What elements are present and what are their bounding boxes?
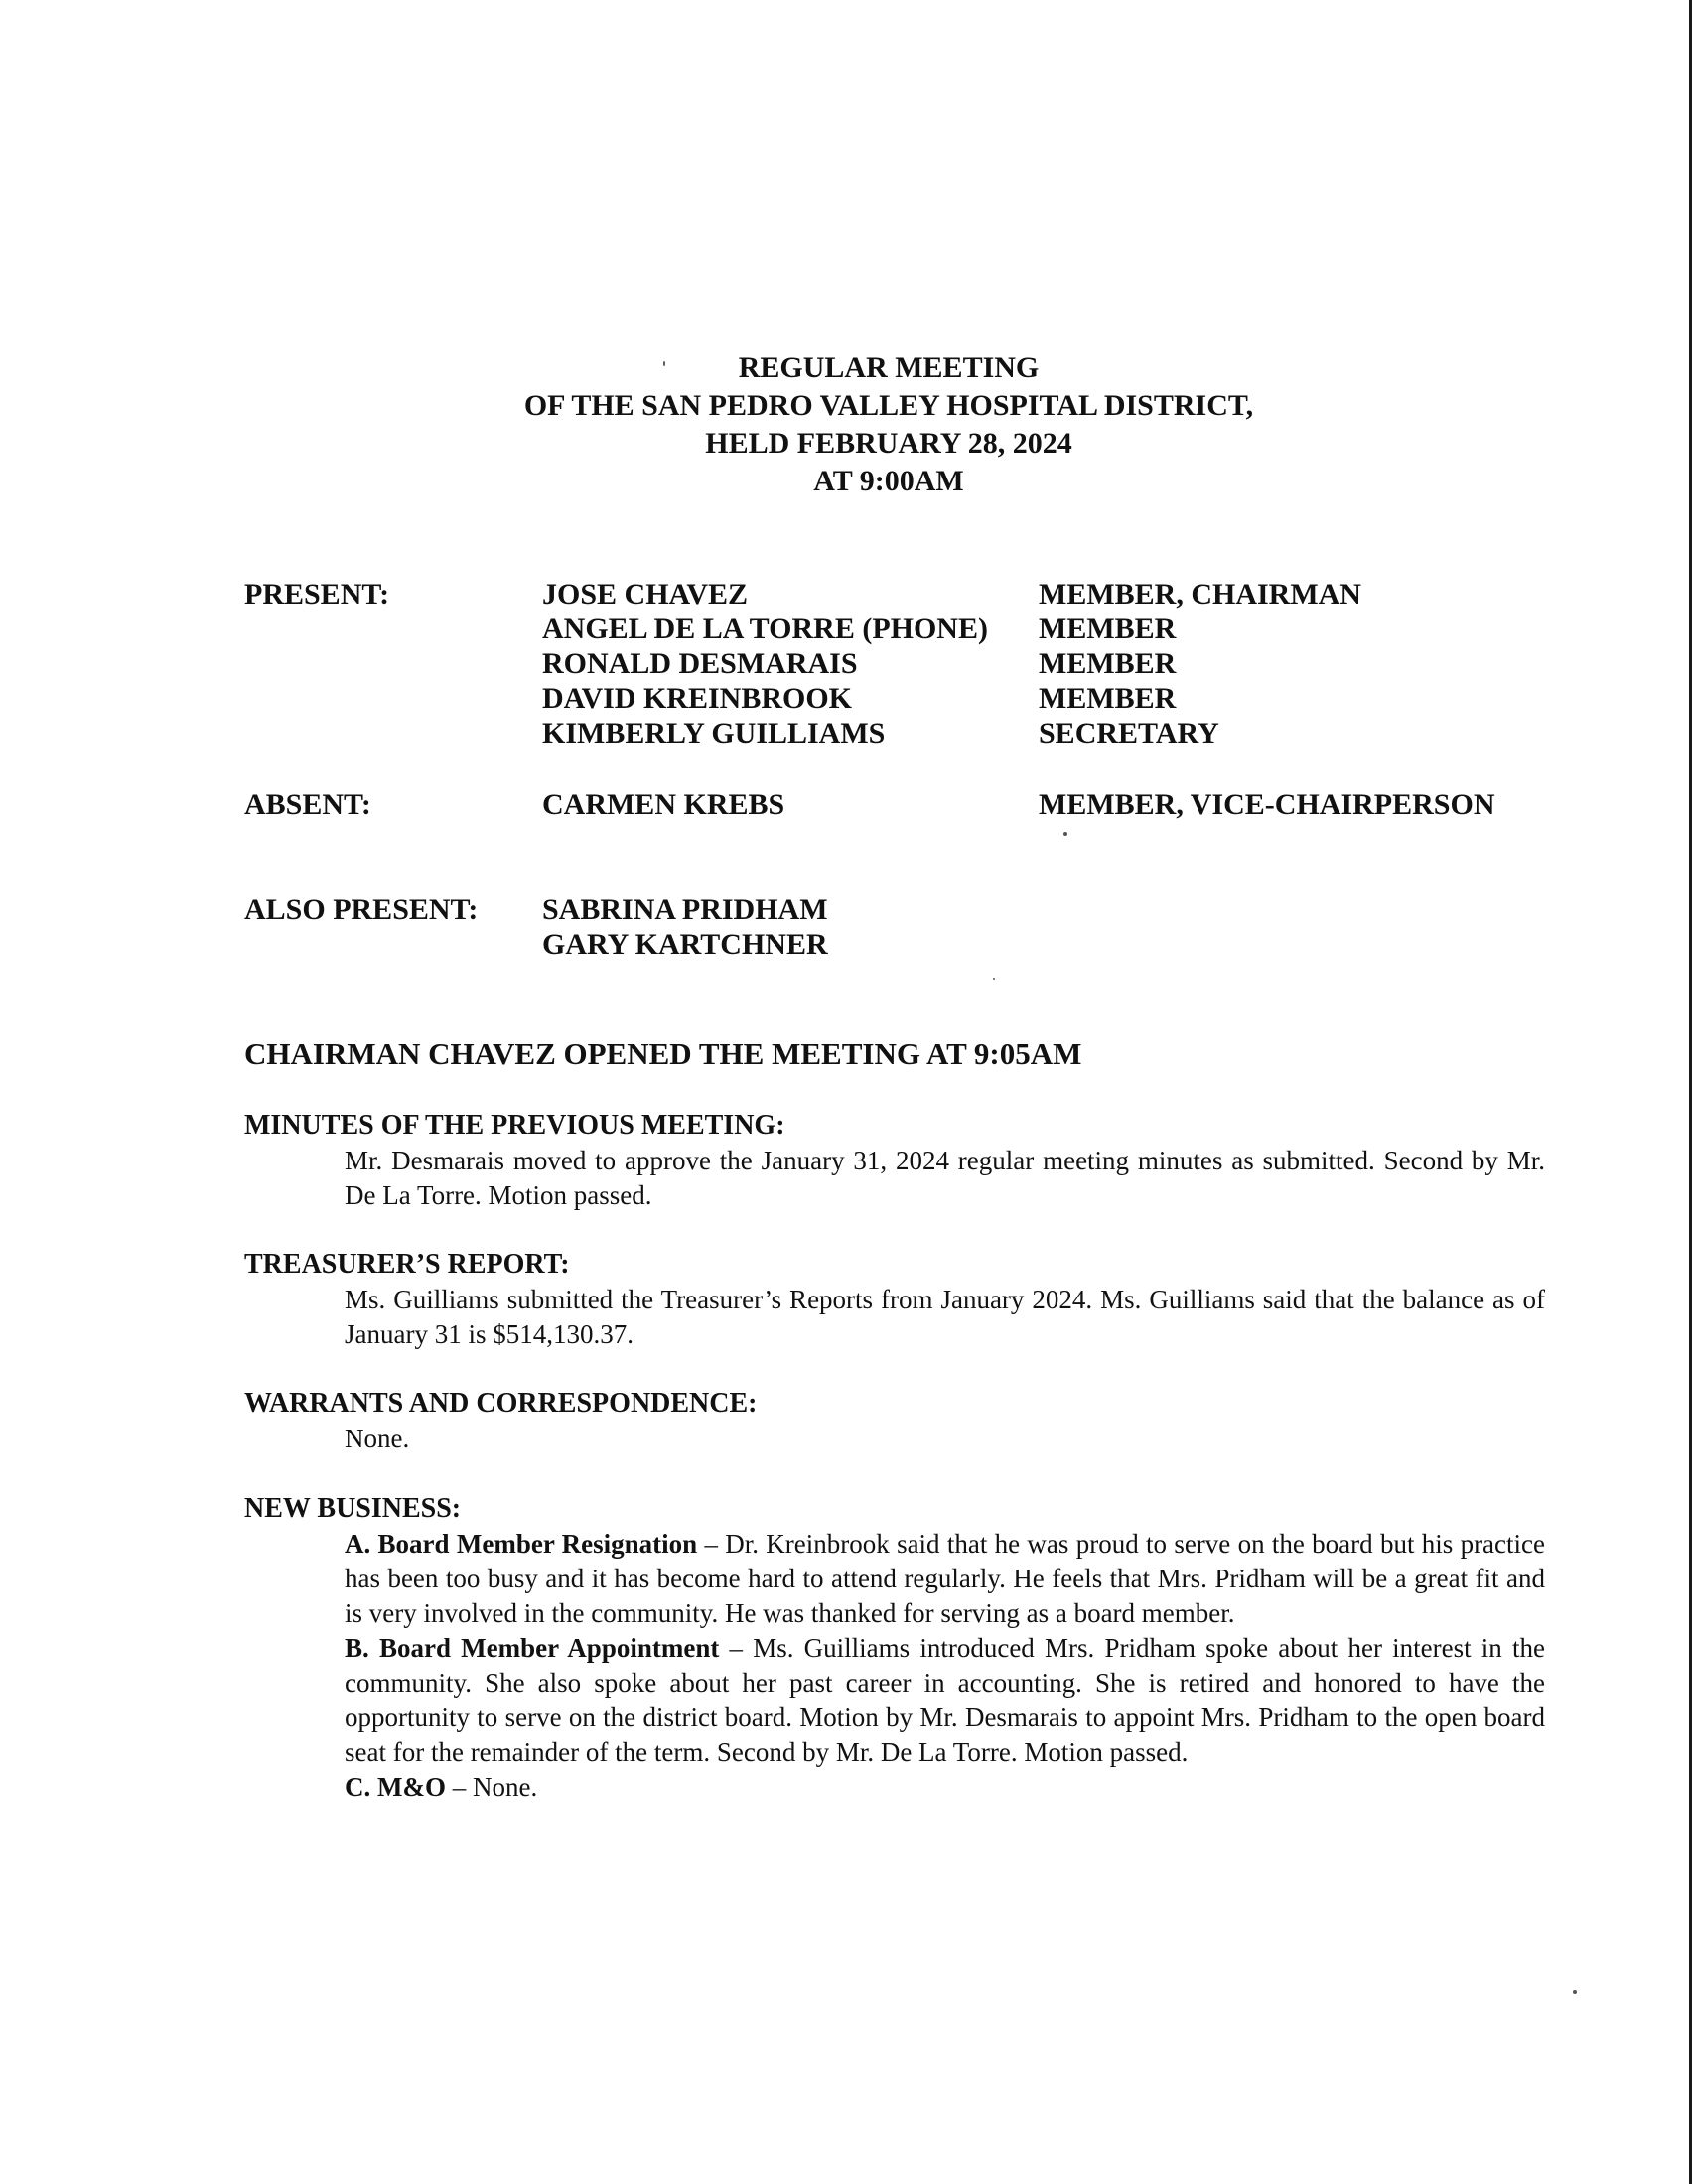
title-line-4: AT 9:00AM <box>813 465 964 497</box>
present-label: PRESENT: <box>244 578 390 611</box>
item-title: C. M&O <box>345 1772 446 1802</box>
present-role: MEMBER <box>1039 647 1177 680</box>
present-name: ANGEL DE LA TORRE (PHONE) <box>542 613 988 645</box>
absent-label: ABSENT: <box>244 788 371 821</box>
title-line-3: HELD FEBRUARY 28, 2024 <box>705 427 1072 460</box>
present-names <box>542 577 988 751</box>
warrants-body: None. <box>345 1424 410 1453</box>
treasurer-heading: TREASURER’S REPORT: <box>244 1249 570 1280</box>
warrants-heading: WARRANTS AND CORRESPONDENCE: <box>244 1388 758 1419</box>
new-business-section <box>244 1491 1545 1805</box>
item-text: – Ms. Guilliams introduced Mrs. Pridham spoke about her interest in the community. She also spoke about her past career in accounting. She is retired and honored to have the opportunity to serve on the district board. Motion by Mr. Desmarais to appoint Mrs. Pridham to the open board seat for the remainder of the term. Second by Mr. De La Torre. Motion passed. <box>345 1633 1545 1767</box>
also-present-label: ALSO PRESENT: <box>244 893 479 926</box>
present-name: DAVID KREINBROOK <box>542 682 852 715</box>
scan-speck <box>1573 1990 1577 1994</box>
new-business-item <box>345 1631 1545 1770</box>
treasurer-body: Ms. Guilliams submitted the Treasurer’s Reports from January 2024. Ms. Guilliams said that the balance as of January 31 is $514,130.37. <box>345 1285 1545 1349</box>
also-present-names <box>542 892 828 962</box>
new-business-item <box>345 1527 1545 1631</box>
treasurer-section <box>244 1247 1545 1352</box>
warrants-section <box>244 1386 1545 1456</box>
new-business-body <box>345 1527 1545 1805</box>
item-text: – Dr. Kreinbrook said that he was proud to serve on the board but his practice has been too busy and it has become hard to attend regularly. He feels that Mrs. Pridham will be a great fit and is very involved in the community. He was thanked for serving as a board member. <box>345 1529 1545 1628</box>
minutes-body: Mr. Desmarais moved to approve the January 31, 2024 regular meeting minutes as submitted. Second by Mr. De La Torre. Motion passed. <box>345 1146 1545 1210</box>
present-name: KIMBERLY GUILLIAMS <box>542 717 886 750</box>
minutes-section <box>244 1108 1545 1213</box>
new-business-item <box>345 1770 1545 1805</box>
present-name: JOSE CHAVEZ <box>542 578 749 611</box>
title-line-1: REGULAR MEETING <box>738 351 1040 384</box>
item-text: – None. <box>445 1772 538 1802</box>
new-business-heading: NEW BUSINESS: <box>244 1493 462 1524</box>
document-title <box>0 349 1692 500</box>
absent-name: CARMEN KREBS <box>542 788 785 821</box>
present-role: MEMBER <box>1039 613 1177 645</box>
item-title: A. Board Member Resignation <box>345 1529 698 1559</box>
absent-names <box>542 787 784 822</box>
absent-roles <box>1039 787 1494 822</box>
scan-speck <box>1063 832 1067 836</box>
present-name: RONALD DESMARAIS <box>542 647 858 680</box>
minutes-heading: MINUTES OF THE PREVIOUS MEETING: <box>244 1110 785 1141</box>
item-title: B. Board Member Appointment <box>345 1633 720 1663</box>
scan-speck <box>993 978 995 980</box>
present-role: MEMBER <box>1039 682 1177 715</box>
title-line-2: OF THE SAN PEDRO VALLEY HOSPITAL DISTRICT, <box>523 389 1254 422</box>
present-roles <box>1039 577 1361 751</box>
also-present-name: GARY KARTCHNER <box>542 928 828 961</box>
absent-role: MEMBER, VICE-CHAIRPERSON <box>1039 788 1495 821</box>
also-present-name: SABRINA PRIDHAM <box>542 893 828 926</box>
scan-speck <box>663 361 665 366</box>
present-role: MEMBER, CHAIRMAN <box>1039 578 1361 611</box>
meeting-opened-heading: CHAIRMAN CHAVEZ OPENED THE MEETING AT 9:05AM <box>244 1036 1082 1071</box>
present-role: SECRETARY <box>1039 717 1219 750</box>
